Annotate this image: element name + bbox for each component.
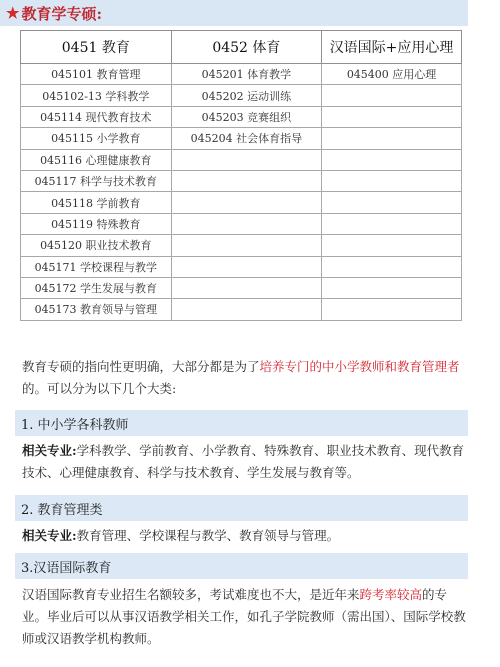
table-row — [21, 277, 462, 298]
table-cell: 045117 科学与技术教育 — [21, 170, 172, 191]
section-heading-chinese: 3.汉语国际教育 — [15, 553, 468, 579]
table-row — [21, 299, 462, 320]
table-cell: 045172 学生发展与教育 — [21, 277, 172, 298]
table-cell — [322, 213, 462, 234]
table-cell — [322, 299, 462, 320]
table-cell — [171, 149, 322, 170]
table-row — [21, 213, 462, 234]
chinese-text-1: 汉语国际教育专业招生名额较多，考试难度也不大，是近年来 — [22, 587, 360, 602]
table-cell: 045118 学前教育 — [21, 192, 172, 213]
table-cell — [322, 106, 462, 127]
related-majors-label: 相关专业: — [22, 528, 77, 543]
section-title: 教育学专硕: — [21, 4, 102, 23]
table-cell — [322, 277, 462, 298]
table-cell: 045203 竞赛组织 — [171, 106, 322, 127]
table-body — [21, 64, 462, 321]
table-header-sports: 0452 体育 — [171, 31, 322, 64]
table-row — [21, 64, 462, 85]
table-header-row — [21, 31, 462, 64]
table-cell: 045114 现代教育技术 — [21, 106, 172, 127]
table-cell: 045102-13 学科教学 — [21, 85, 172, 106]
table-cell — [322, 170, 462, 191]
table-row — [21, 128, 462, 149]
table-cell — [171, 213, 322, 234]
table-cell — [171, 170, 322, 191]
table-cell: 045120 职业技术教育 — [21, 235, 172, 256]
chinese-text-2: 的专业。毕业后可以从事汉语教学相关工作，如孔子学院教师（需出国）、国际学校教师或汉语教学机构教师。 — [22, 587, 466, 646]
table-row — [21, 106, 462, 127]
related-majors-text: 学科教学、学前教育、小学教育、特殊教育、职业技术教育、现代教育技术、心理健康教育、科学与技术教育、学生发展与教育等。 — [22, 443, 465, 480]
table-row — [21, 85, 462, 106]
table-header-chinese-psychology: 汉语国际+应用心理 — [322, 31, 462, 64]
majors-table — [20, 30, 462, 321]
related-majors-label: 相关专业: — [22, 443, 77, 458]
table-row — [21, 192, 462, 213]
table-cell — [171, 256, 322, 277]
section-heading-management: 2. 教育管理类 — [15, 495, 468, 521]
table-cell: 045171 学校课程与教学 — [21, 256, 172, 277]
intro-text-2: 的。可以分为以下几个大类: — [22, 381, 177, 396]
section-body-teachers — [22, 440, 472, 484]
table-cell — [322, 85, 462, 106]
intro-highlight: 培养专门的中小学教师和教育管理者 — [259, 359, 460, 374]
intro-paragraph — [22, 356, 472, 400]
section-body-management — [22, 525, 472, 547]
table-cell — [322, 128, 462, 149]
star-icon: ★ — [6, 4, 20, 22]
section-title-bar — [0, 0, 468, 26]
section-heading-teachers: 1. 中小学各科教师 — [15, 410, 468, 436]
table-cell: 045119 特殊教育 — [21, 213, 172, 234]
table-cell: 045173 教育领导与管理 — [21, 299, 172, 320]
table-cell — [171, 277, 322, 298]
table-cell: 045115 小学教育 — [21, 128, 172, 149]
table-row — [21, 256, 462, 277]
table-cell — [171, 235, 322, 256]
table-header-education: 0451 教育 — [21, 31, 172, 64]
table-cell — [171, 192, 322, 213]
table-cell: 045101 教育管理 — [21, 64, 172, 85]
table-cell — [322, 192, 462, 213]
table-cell — [171, 299, 322, 320]
chinese-highlight: 跨考率较高 — [359, 587, 423, 602]
table-row — [21, 149, 462, 170]
table-cell — [322, 149, 462, 170]
related-majors-text: 教育管理、学校课程与教学、教育领导与管理。 — [76, 528, 340, 543]
table-row — [21, 170, 462, 191]
intro-text-1: 教育专硕的指向性更明确，大部分都是为了 — [22, 359, 260, 374]
table-cell — [322, 235, 462, 256]
table-cell: 045202 运动训练 — [171, 85, 322, 106]
table-cell — [322, 256, 462, 277]
section-body-chinese — [22, 584, 472, 650]
table-cell: 045116 心理健康教育 — [21, 149, 172, 170]
table-cell: 045400 应用心理 — [322, 64, 462, 85]
table-row — [21, 235, 462, 256]
table-cell: 045201 体育教学 — [171, 64, 322, 85]
table-cell: 045204 社会体育指导 — [171, 128, 322, 149]
